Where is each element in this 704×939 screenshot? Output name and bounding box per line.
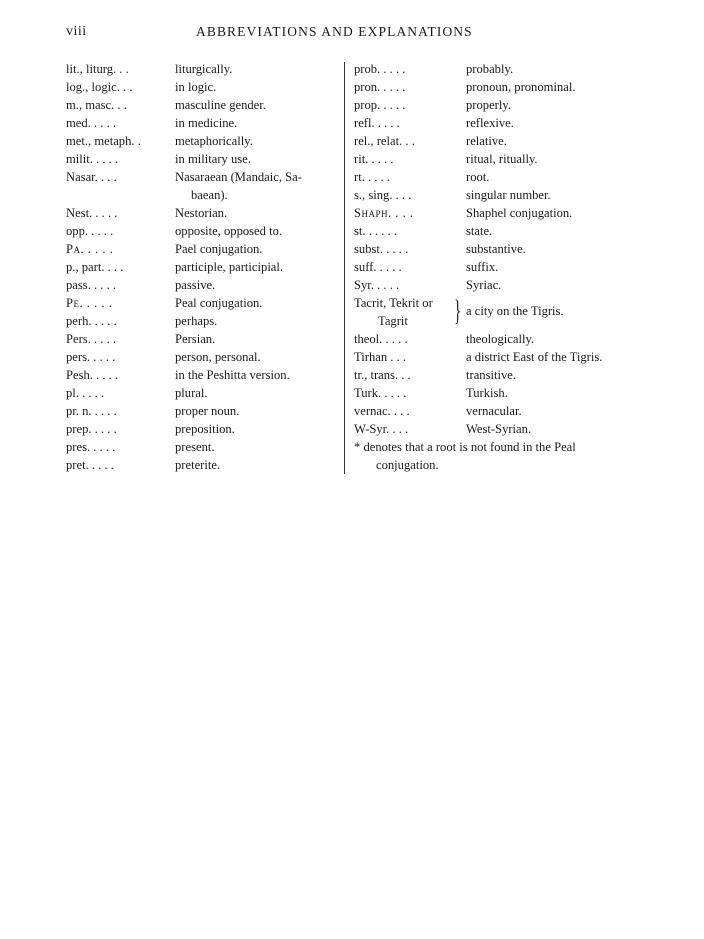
right-column bbox=[354, 60, 644, 474]
entry-abbreviation: opp. . . . . bbox=[66, 224, 114, 238]
entry-definition bbox=[175, 132, 347, 150]
glossary-entry bbox=[354, 168, 644, 186]
definition-text: plural. bbox=[175, 386, 208, 400]
glossary-entry bbox=[354, 150, 644, 168]
entry-definition bbox=[466, 204, 572, 222]
entry-abbreviation: Nasar. . . . bbox=[66, 170, 117, 184]
entry-abbreviation: vernac. . . . bbox=[354, 404, 410, 418]
entry-abbreviation: Turk. . . . . bbox=[354, 386, 407, 400]
glossary-entry bbox=[354, 204, 644, 222]
entry-abbreviation: Syr. . . . . bbox=[354, 278, 400, 292]
entry-definition bbox=[466, 60, 513, 78]
glossary-entry bbox=[66, 402, 344, 420]
entry-abbreviation: log., logic. . . bbox=[66, 80, 133, 94]
entry-abbreviation: pr. n. . . . . bbox=[66, 404, 117, 418]
entry-definition bbox=[175, 204, 347, 222]
entry-definition bbox=[466, 132, 507, 150]
entry-definition bbox=[466, 258, 498, 276]
definition-text: ritual, ritually. bbox=[466, 152, 538, 166]
definition-text: singular number. bbox=[466, 188, 551, 202]
entry-definition bbox=[175, 96, 347, 114]
definition-text: Nasaraean (Mandaic, Sa- bbox=[175, 170, 302, 184]
definition-text: masculine gender. bbox=[175, 98, 266, 112]
definition-continuation: baean). bbox=[191, 188, 228, 202]
definition-text: Nestorian. bbox=[175, 206, 228, 220]
definition-text: pronoun, pronominal. bbox=[466, 80, 576, 94]
entry-abbreviation: suff. . . . . bbox=[354, 260, 402, 274]
glossary-entry bbox=[66, 366, 344, 384]
entry-definition bbox=[466, 348, 602, 366]
entry-abbreviation: refl. . . . . bbox=[354, 116, 400, 130]
entry-definition bbox=[175, 150, 347, 168]
definition-text: transitive. bbox=[466, 368, 517, 382]
glossary-entry bbox=[354, 60, 644, 78]
entry-definition bbox=[175, 366, 347, 384]
glossary-entry bbox=[354, 366, 644, 384]
entry-abbreviation: prob. . . . . bbox=[354, 62, 406, 76]
definition-text: in logic. bbox=[175, 80, 217, 94]
definition-text: suffix. bbox=[466, 260, 499, 274]
glossary-entry bbox=[66, 276, 344, 294]
definition-text: vernacular. bbox=[466, 404, 522, 418]
entry-abbreviation: s., sing. . . . bbox=[354, 188, 412, 202]
entry-definition bbox=[175, 222, 347, 240]
definition-text: liturgically. bbox=[175, 62, 233, 76]
entry-definition bbox=[175, 402, 347, 420]
entry-abbreviation: pl. . . . . bbox=[66, 386, 105, 400]
definition-text: Peal conjugation. bbox=[175, 296, 263, 310]
entry-abbreviation: rit. . . . . bbox=[354, 152, 394, 166]
right-column-entries bbox=[354, 60, 644, 294]
entry-abbreviation: p., part. . . . bbox=[66, 260, 124, 274]
definition-text: preposition. bbox=[175, 422, 235, 436]
entry-abbreviation: prep. . . . . bbox=[66, 422, 117, 436]
page-header bbox=[0, 24, 704, 46]
definition-text: West-Syrian. bbox=[466, 422, 532, 436]
glossary-entry bbox=[66, 78, 344, 96]
definition-text: person, personal. bbox=[175, 350, 261, 364]
entry-definition bbox=[175, 456, 347, 474]
entry-definition bbox=[175, 240, 347, 258]
entry-abbreviation: tr., trans. . . bbox=[354, 368, 411, 382]
entry-abbreviation: pret. . . . . bbox=[66, 458, 114, 472]
glossary-entry bbox=[66, 96, 344, 114]
entry-definition bbox=[466, 114, 514, 132]
glossary-entry bbox=[354, 276, 644, 294]
glossary-entry bbox=[66, 456, 344, 474]
entry-abbreviation: theol. . . . . bbox=[354, 332, 408, 346]
entry-abbreviation: met., metaph. . bbox=[66, 134, 141, 148]
entry-definition bbox=[175, 420, 347, 438]
entry-definition bbox=[466, 78, 575, 96]
definition-text: Shaphel conjugation. bbox=[466, 206, 573, 220]
glossary-entry bbox=[354, 114, 644, 132]
definition-text: Syriac. bbox=[466, 278, 502, 292]
glossary-entry bbox=[354, 402, 644, 420]
tacrit-entry bbox=[354, 294, 644, 330]
entry-definition bbox=[175, 294, 347, 312]
glossary-entry bbox=[354, 186, 644, 204]
entry-abbreviation: Pa. . . . . bbox=[66, 242, 114, 256]
entry-abbreviation: Pe. . . . . bbox=[66, 296, 113, 310]
glossary-entry bbox=[66, 204, 344, 222]
entry-definition bbox=[175, 258, 347, 276]
glossary-entry bbox=[66, 60, 344, 78]
entry-abbreviation: prop. . . . . bbox=[354, 98, 406, 112]
entry-abbreviation: W-Syr. . . . bbox=[354, 422, 409, 436]
entry-abbreviation: pass. . . . . bbox=[66, 278, 117, 292]
glossary-entry bbox=[66, 330, 344, 348]
glossary-entry bbox=[66, 222, 344, 240]
entry-definition bbox=[175, 276, 347, 294]
tacrit-abbr-line2: Tagrit bbox=[378, 314, 408, 328]
definition-text: in the Peshitta version. bbox=[175, 368, 290, 382]
glossary-entry bbox=[354, 96, 644, 114]
page-title: ABBREVIATIONS AND EXPLANATIONS bbox=[196, 24, 473, 39]
definition-text: in medicine. bbox=[175, 116, 238, 130]
definition-text: opposite, opposed to. bbox=[175, 224, 283, 238]
entry-definition bbox=[466, 330, 534, 348]
tacrit-definition: a city on the Tigris. bbox=[466, 304, 564, 318]
entry-definition bbox=[466, 168, 489, 186]
definition-text: state. bbox=[466, 224, 493, 238]
definition-text: relative. bbox=[466, 134, 507, 148]
entry-definition bbox=[175, 330, 347, 348]
definition-text: properly. bbox=[466, 98, 511, 112]
entry-definition bbox=[175, 438, 347, 456]
glossary-entry bbox=[66, 132, 344, 150]
entry-definition bbox=[175, 60, 347, 78]
glossary-entry bbox=[354, 420, 644, 438]
glossary-entry bbox=[66, 294, 344, 312]
entry-abbreviation: st. . . . . . bbox=[354, 224, 398, 238]
glossary-entry bbox=[354, 132, 644, 150]
left-column bbox=[66, 60, 344, 474]
entry-abbreviation: Shaph. . . . bbox=[354, 206, 414, 220]
page-number: viii bbox=[66, 24, 87, 39]
footnote bbox=[354, 438, 644, 474]
entry-definition bbox=[466, 96, 511, 114]
definition-text: substantive. bbox=[466, 242, 526, 256]
entry-abbreviation: Tirhan . . . bbox=[354, 350, 407, 364]
entry-abbreviation: milit. . . . . bbox=[66, 152, 119, 166]
entry-definition bbox=[466, 240, 526, 258]
definition-text: perhaps. bbox=[175, 314, 218, 328]
footnote-line1: * denotes that a root is not found in the Peal bbox=[354, 440, 576, 454]
glossary-entry bbox=[66, 240, 344, 258]
glossary-entry bbox=[66, 438, 344, 456]
glossary-entry bbox=[354, 222, 644, 240]
entry-definition bbox=[466, 366, 516, 384]
entry-definition bbox=[466, 150, 538, 168]
glossary-entry bbox=[354, 348, 644, 366]
entry-definition bbox=[466, 276, 501, 294]
glossary-entry bbox=[66, 384, 344, 402]
glossary-entry bbox=[66, 312, 344, 330]
brace-mark: } bbox=[454, 294, 462, 327]
definition-text: reflexive. bbox=[466, 116, 514, 130]
entry-definition bbox=[466, 402, 522, 420]
glossary-entry bbox=[66, 348, 344, 366]
definition-text: passive. bbox=[175, 278, 216, 292]
entry-abbreviation: pron. . . . . bbox=[354, 80, 406, 94]
entry-definition bbox=[175, 78, 347, 96]
definition-text: Pael conjugation. bbox=[175, 242, 263, 256]
glossary-entry bbox=[66, 258, 344, 276]
tacrit-abbr-line1: Tacrit, Tekrit or bbox=[354, 296, 433, 310]
entry-abbreviation: rel., relat. . . bbox=[354, 134, 415, 148]
glossary-entry bbox=[66, 114, 344, 132]
definition-text: in military use. bbox=[175, 152, 251, 166]
entry-abbreviation: rt. . . . . bbox=[354, 170, 391, 184]
entry-definition bbox=[175, 384, 347, 402]
glossary-entry bbox=[354, 330, 644, 348]
glossary-entry bbox=[66, 150, 344, 168]
footnote-line2: conjugation. bbox=[376, 458, 439, 472]
entry-abbreviation: pres. . . . . bbox=[66, 440, 116, 454]
glossary-entry bbox=[354, 78, 644, 96]
entry-definition bbox=[175, 348, 347, 366]
definition-text: present. bbox=[175, 440, 215, 454]
entry-abbreviation: Pesh. . . . . bbox=[66, 368, 119, 382]
entry-abbreviation: Nest. . . . . bbox=[66, 206, 118, 220]
definition-text: participle, participial. bbox=[175, 260, 284, 274]
definition-text: Persian. bbox=[175, 332, 216, 346]
definition-text: a district East of the Tigris. bbox=[466, 350, 603, 364]
definition-text: metaphorically. bbox=[175, 134, 253, 148]
entry-abbreviation: lit., liturg. . . bbox=[66, 62, 129, 76]
glossary-entry bbox=[66, 420, 344, 438]
entry-abbreviation: pers. . . . . bbox=[66, 350, 116, 364]
entry-definition bbox=[466, 186, 551, 204]
entry-abbreviation: Pers. . . . . bbox=[66, 332, 117, 346]
entry-abbreviation: m., masc. . . bbox=[66, 98, 127, 112]
definition-text: theologically. bbox=[466, 332, 535, 346]
entry-definition bbox=[175, 114, 347, 132]
glossary-entry bbox=[354, 384, 644, 402]
tacrit-abbreviation bbox=[354, 294, 433, 330]
entry-abbreviation: med. . . . . bbox=[66, 116, 117, 130]
definition-text: Turkish. bbox=[466, 386, 508, 400]
definition-text: probably. bbox=[466, 62, 514, 76]
right-column-entries-continued bbox=[354, 330, 644, 438]
entry-definition bbox=[466, 420, 531, 438]
entry-definition bbox=[466, 384, 508, 402]
entry-definition bbox=[175, 312, 347, 330]
definition-text: root. bbox=[466, 170, 490, 184]
glossary-entry bbox=[354, 240, 644, 258]
entry-abbreviation: perh. . . . . bbox=[66, 314, 117, 328]
entry-definition bbox=[466, 222, 492, 240]
entry-abbreviation: subst. . . . . bbox=[354, 242, 409, 256]
definition-text: proper noun. bbox=[175, 404, 240, 418]
entry-definition bbox=[175, 168, 347, 204]
glossary-entry bbox=[354, 258, 644, 276]
glossary-entry bbox=[66, 168, 344, 204]
definition-text: preterite. bbox=[175, 458, 221, 472]
